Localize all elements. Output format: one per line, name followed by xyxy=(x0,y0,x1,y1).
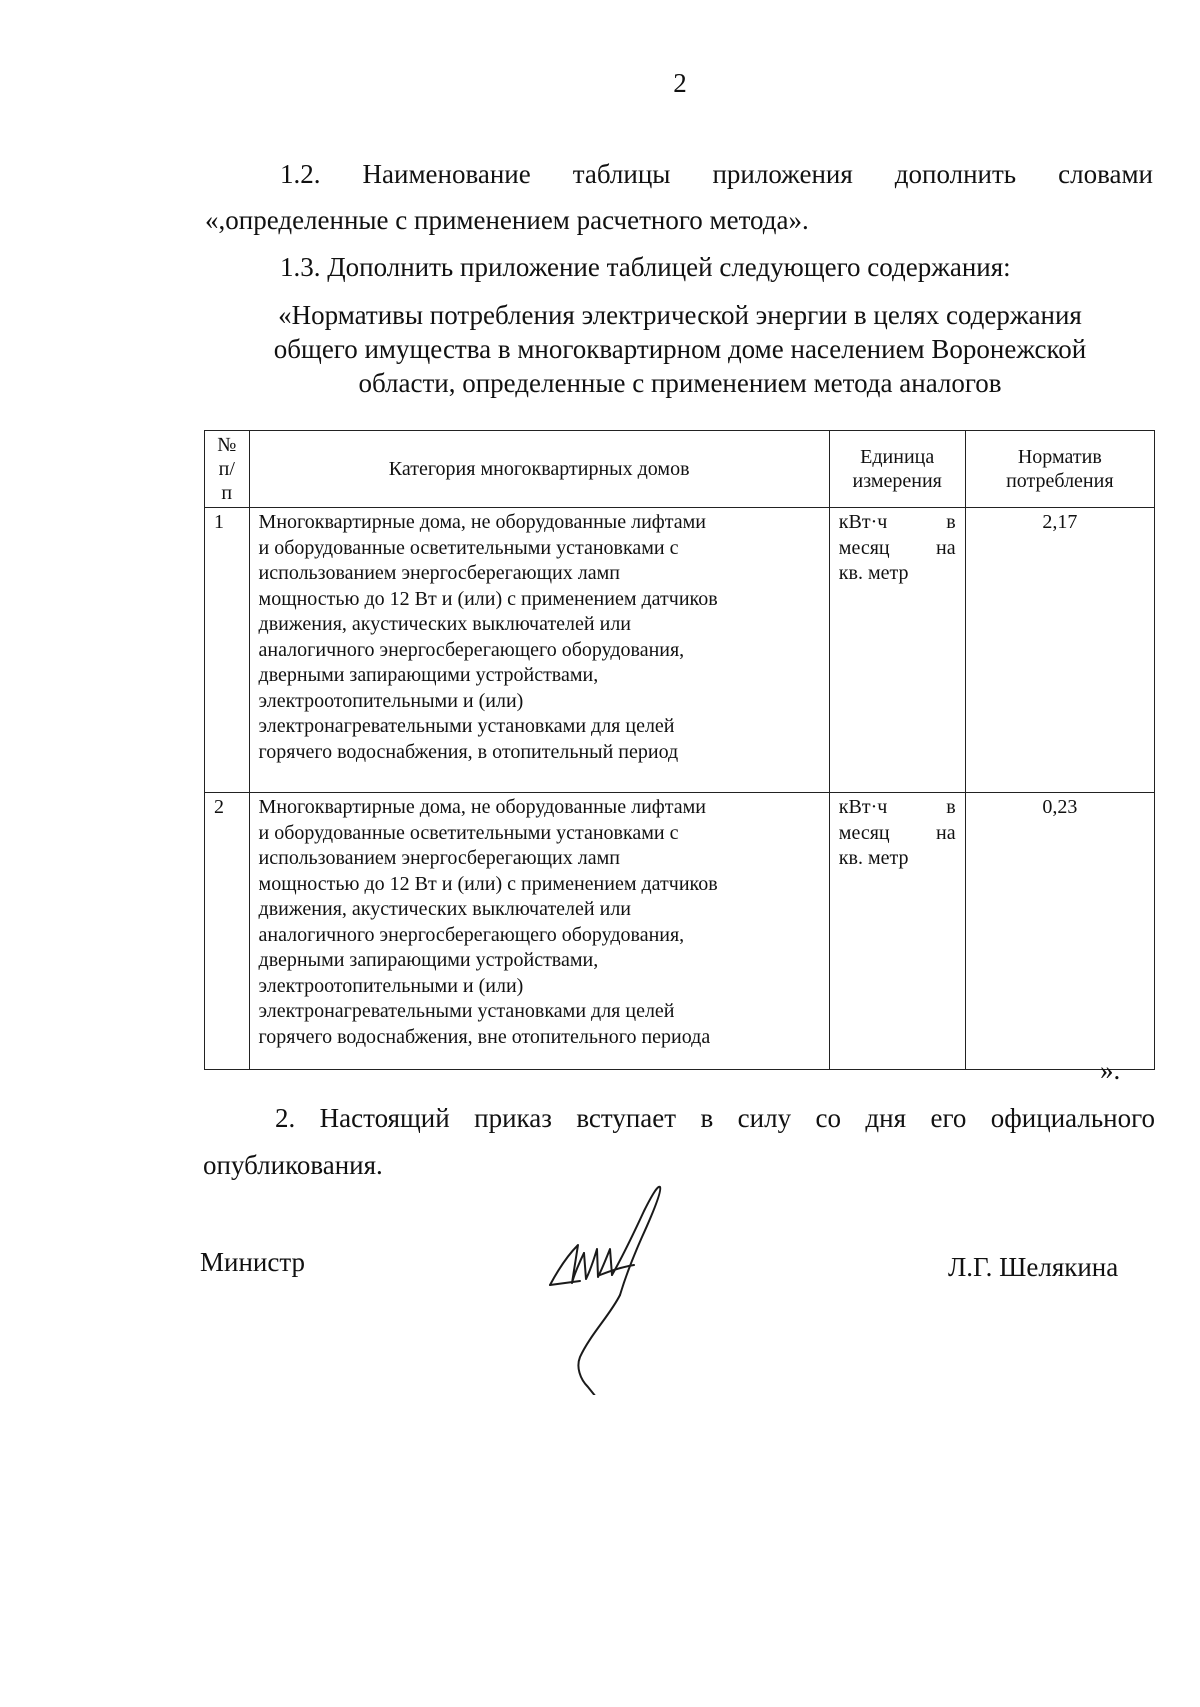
category-line: использованием энергосберегающих ламп xyxy=(258,847,620,869)
unit-line: кв. метр xyxy=(838,562,909,584)
category-line: электроотопительными и (или) xyxy=(258,689,524,712)
paragraph-2-line-1: 2. Настоящий приказ вступает в силу со дня его официального xyxy=(275,1103,1155,1133)
category-line: дверными запирающими устройствами, xyxy=(258,949,599,971)
row-number: 2 xyxy=(205,793,250,1070)
header-num-line: п/п xyxy=(218,458,235,504)
row-number: 1 xyxy=(205,508,250,793)
category-line: электроотопительными и (или) xyxy=(258,974,524,997)
header-unit xyxy=(829,431,965,508)
header-num-line: № xyxy=(217,434,237,456)
category-line: движения, акустических выключателей или xyxy=(258,613,632,635)
table-header-row xyxy=(205,431,1155,508)
table-title-line-1: «Нормативы потребления электрической энергии в целях содержания xyxy=(278,300,1082,330)
paragraph-1-2-line-1: 1.2. Наименование таблицы приложения дополнить словами xyxy=(280,159,1153,189)
category-line: Многоквартирные дома, не оборудованные лифтами xyxy=(258,796,706,818)
category-line: аналогичного энергосберегающего оборудования, xyxy=(258,638,685,661)
paragraph-2-line-2: опубликования. xyxy=(203,1150,383,1180)
header-norm-line: потребления xyxy=(1006,470,1114,492)
row-category xyxy=(249,508,829,793)
page-number: 2 xyxy=(673,68,687,98)
handwritten-signature xyxy=(540,1175,690,1395)
paragraph-1-3: 1.3. Дополнить приложение таблицей следующего содержания: xyxy=(280,252,1011,282)
row-category xyxy=(249,793,829,1070)
signatory-name: Л.Г. Шелякина xyxy=(948,1252,1119,1282)
unit-line: месяц на xyxy=(838,821,956,844)
category-line: электронагревательными установками для целей xyxy=(258,715,675,737)
closing-quote: ». xyxy=(1100,1055,1121,1085)
row-norm-value: 2,17 xyxy=(965,508,1154,793)
table-row xyxy=(205,508,1155,793)
header-norm xyxy=(965,431,1154,508)
table-title xyxy=(230,298,1130,400)
header-norm-line: Норматив xyxy=(1017,446,1102,468)
category-line: Многоквартирные дома, не оборудованные лифтами xyxy=(258,511,706,533)
header-num xyxy=(205,431,250,508)
category-line: горячего водоснабжения, в отопительный период xyxy=(258,740,679,763)
category-line: горячего водоснабжения, вне отопительного периода xyxy=(258,1025,711,1048)
category-line: дверными запирающими устройствами, xyxy=(258,664,599,686)
category-line: использованием энергосберегающих ламп xyxy=(258,562,620,584)
category-line: электронагревательными установками для целей xyxy=(258,1000,675,1022)
row-norm-value: 0,23 xyxy=(965,793,1154,1070)
category-line: мощностью до 12 Вт и (или) с применением датчиков xyxy=(258,587,718,610)
category-line: и оборудованные осветительными установками с xyxy=(258,821,679,844)
category-line: аналогичного энергосберегающего оборудования, xyxy=(258,923,685,946)
signatory-role: Министр xyxy=(200,1247,305,1277)
category-line: и оборудованные осветительными установками с xyxy=(258,536,679,559)
row-unit xyxy=(829,508,965,793)
norms-table xyxy=(204,430,1155,1070)
header-unit-line: Единица xyxy=(860,446,935,468)
paragraph-1-2-line-2: «,определенные с применением расчетного метода». xyxy=(205,205,809,235)
category-line: мощностью до 12 Вт и (или) с применением датчиков xyxy=(258,872,718,895)
header-category: Категория многоквартирных домов xyxy=(249,431,829,508)
unit-line: кВт·ч в xyxy=(838,511,956,533)
table-title-line-2: общего имущества в многоквартирном доме населением Воронежской xyxy=(273,334,1087,364)
unit-line: кВт·ч в xyxy=(838,796,956,818)
unit-line: кв. метр xyxy=(838,847,909,869)
unit-line: месяц на xyxy=(838,536,956,559)
header-unit-line: измерения xyxy=(852,470,942,492)
row-unit xyxy=(829,793,965,1070)
table-row xyxy=(205,793,1155,1070)
table-title-line-3: области, определенные с применением метода аналогов xyxy=(358,368,1002,398)
category-line: движения, акустических выключателей или xyxy=(258,898,632,920)
